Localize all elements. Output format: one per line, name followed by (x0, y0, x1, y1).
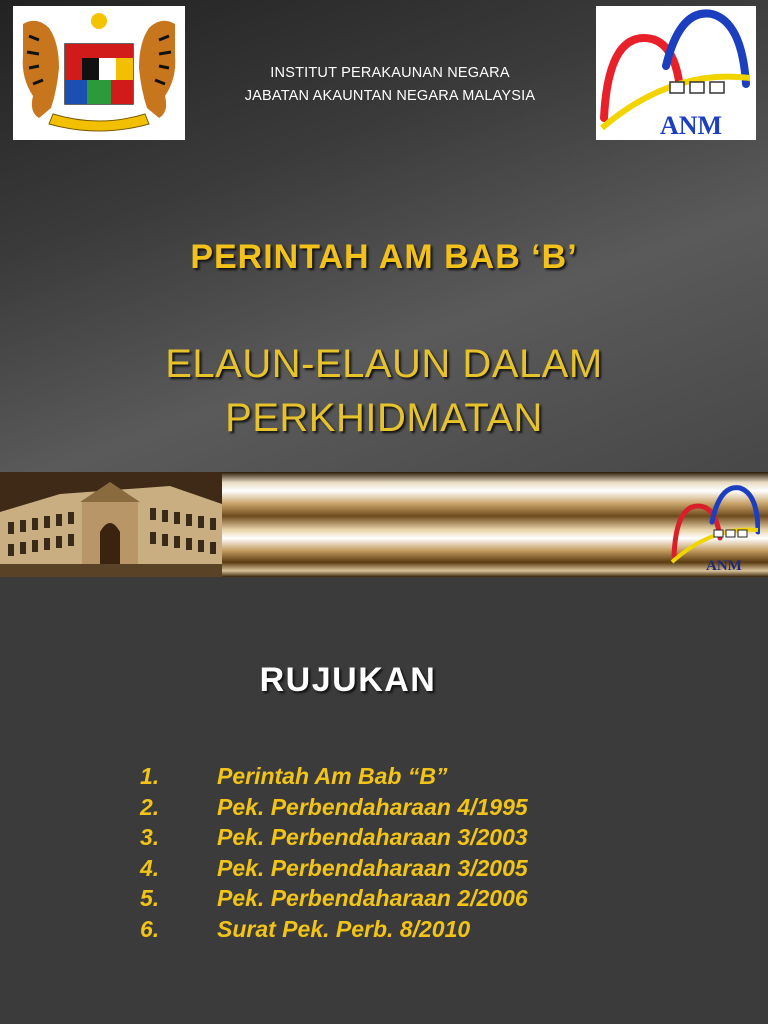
list-item (140, 914, 528, 945)
anm-logo (596, 6, 756, 140)
list-item-number: 1. (140, 763, 160, 789)
slide-title: PERINTAH AM BAB ‘B’ (190, 238, 578, 276)
list-item-text: Pek. Perbendaharaan 3/2003 (217, 824, 528, 850)
list-item (140, 792, 528, 823)
list-item (140, 853, 528, 884)
list-item (140, 822, 528, 853)
list-item-text: Pek. Perbendaharaan 3/2005 (217, 854, 528, 881)
references-heading: RUJUKAN (259, 661, 437, 699)
header-line-1: INSTITUT PERAKAUNAN NEGARA (270, 65, 510, 81)
banner-anm-logo (668, 478, 760, 572)
list-item-text: Pek. Perbendaharaan 2/2006 (217, 885, 528, 911)
title-slide (0, 0, 768, 472)
list-item (140, 883, 528, 914)
references-list (140, 761, 528, 944)
slide-subtitle (0, 337, 768, 445)
list-item-text: Perintah Am Bab “B” (217, 763, 448, 789)
subtitle-line-1: ELAUN-ELAUN DALAM (165, 342, 603, 386)
coat-of-arms-logo (13, 6, 185, 140)
list-item-number: 4. (140, 854, 160, 881)
list-item-number: 5. (140, 885, 160, 911)
list-item-number: 6. (140, 915, 160, 942)
list-item-number: 2. (140, 793, 160, 820)
subtitle-line-2: PERKHIDMATAN (225, 396, 543, 440)
slide-banner (0, 472, 768, 577)
banner-logo-text: ANM (706, 558, 742, 572)
list-item-text: Pek. Perbendaharaan 4/1995 (217, 793, 528, 820)
institution-header (190, 62, 590, 108)
building-image (0, 472, 222, 577)
list-item-number: 3. (140, 824, 160, 850)
list-item (140, 761, 528, 792)
references-slide (0, 577, 768, 1024)
list-item-text: Surat Pek. Perb. 8/2010 (217, 915, 471, 942)
anm-logo-text: ANM (660, 111, 723, 140)
header-line-2: JABATAN AKAUNTAN NEGARA MALAYSIA (244, 88, 536, 104)
